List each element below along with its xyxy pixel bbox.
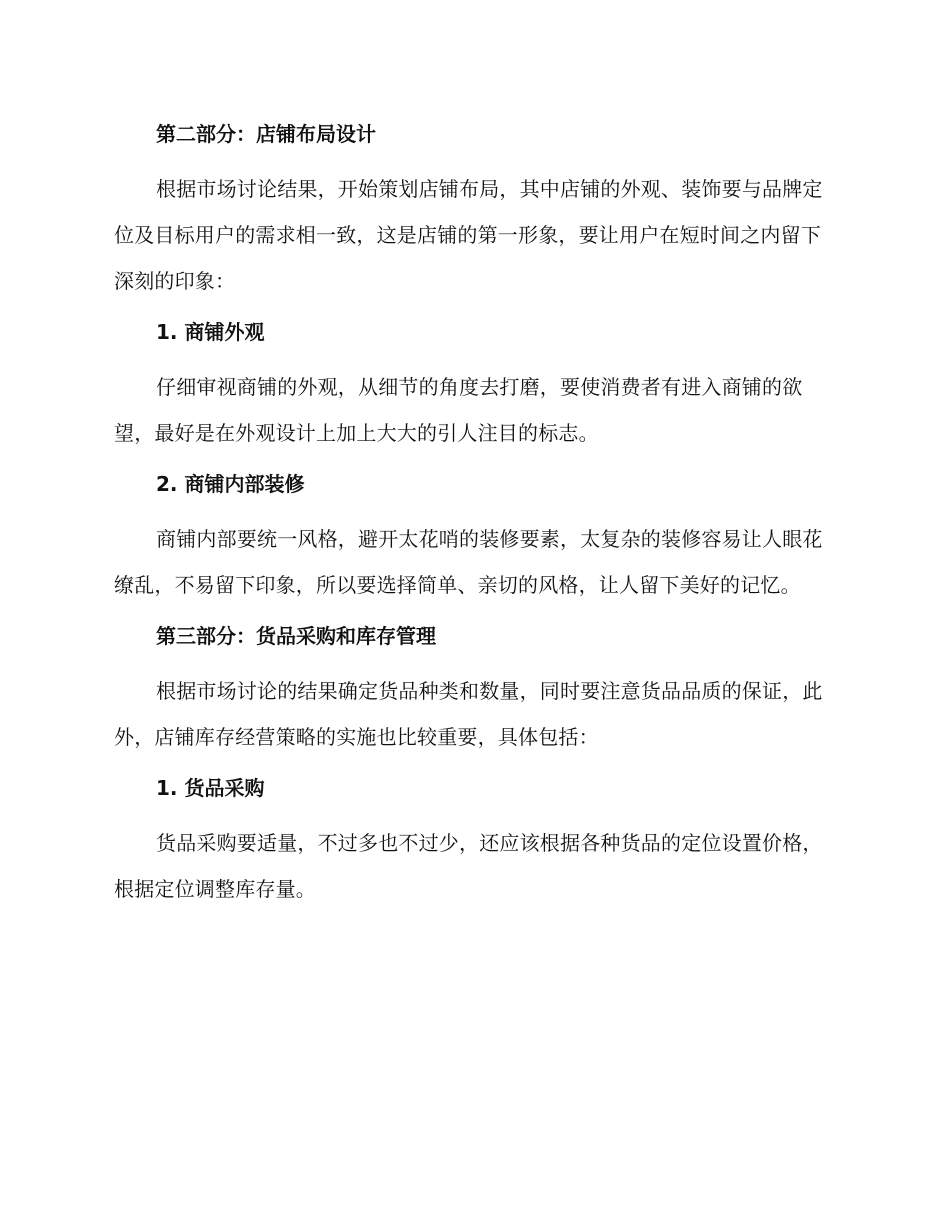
item-heading-purchasing: 1. 货品采购 — [156, 776, 265, 800]
item-text-purchasing: 货品采购要适量，不过多也不过少，还应该根据各种货品的定位设置价格，根据定位调整库存量。 — [114, 831, 823, 901]
document-page — [114, 96, 836, 912]
section-intro-procurement: 根据市场讨论的结果确定货品种类和数量，同时要注意货品品质的保证，此外，店铺库存经营策略的实施也比较重要，具体包括： — [114, 679, 823, 749]
section-heading-procurement: 第三部分：货品采购和库存管理 — [156, 624, 436, 648]
item-heading-exterior: 1. 商铺外观 — [156, 320, 265, 344]
section-heading-layout: 第二部分：店铺布局设计 — [156, 122, 376, 146]
item-text-exterior: 仔细审视商铺的外观，从细节的角度去打磨，要使消费者有进入商铺的欲望，最好是在外观设计上加上大大的引人注目的标志。 — [114, 375, 803, 445]
section-intro-layout: 根据市场讨论结果，开始策划店铺布局，其中店铺的外观、装饰要与品牌定位及目标用户的需求相一致，这是店铺的第一形象，要让用户在短时间之内留下深刻的印象： — [114, 177, 823, 293]
item-text-interior: 商铺内部要统一风格，避开太花哨的装修要素，太复杂的装修容易让人眼花缭乱，不易留下印象，所以要选择简单、亲切的风格，让人留下美好的记忆。 — [114, 527, 823, 597]
item-heading-interior: 2. 商铺内部装修 — [156, 472, 305, 496]
